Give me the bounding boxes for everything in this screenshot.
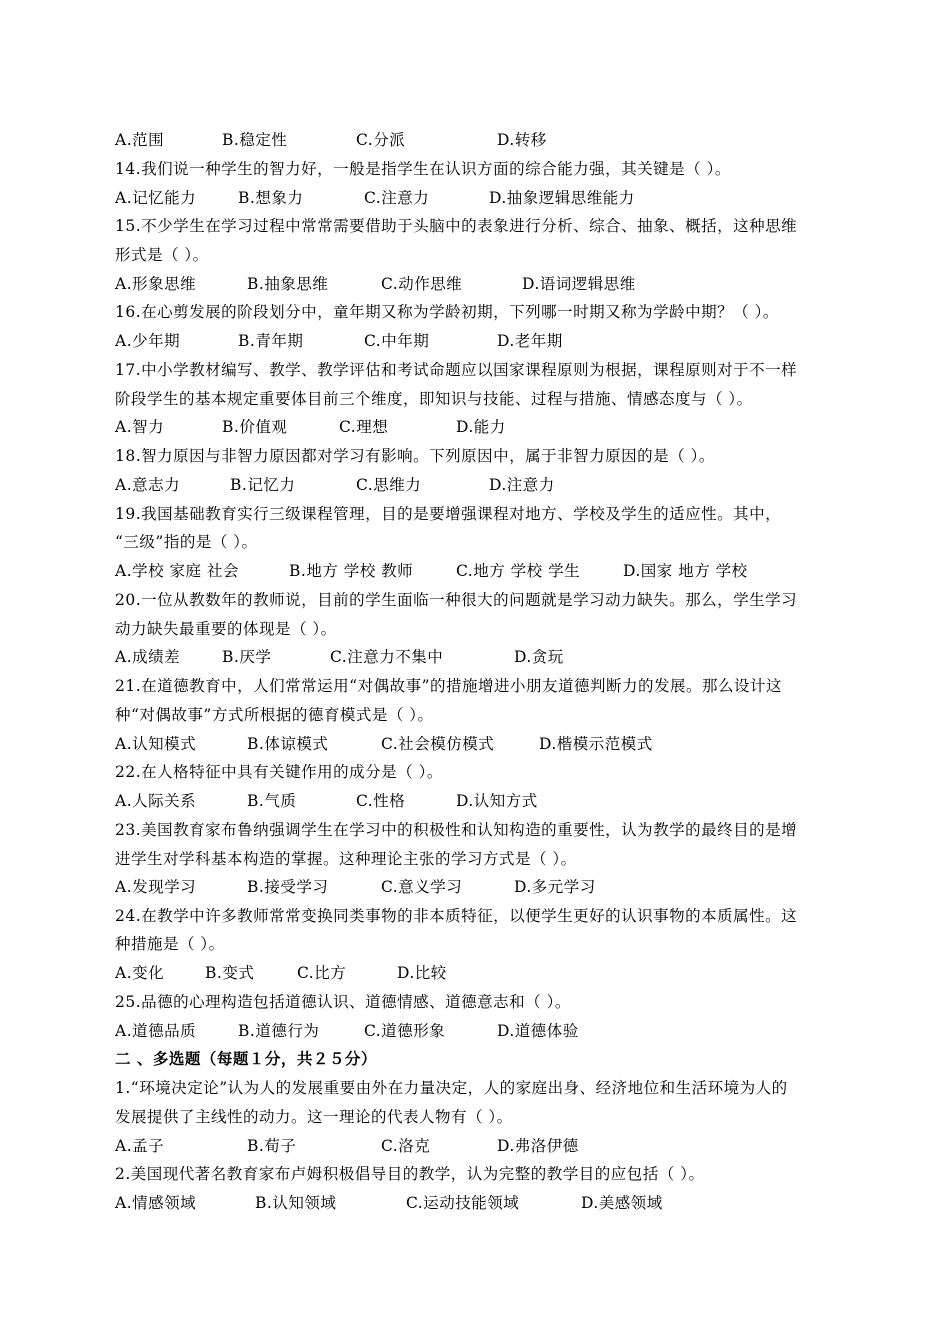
option-b: B.接受学习 <box>247 878 329 896</box>
option-a: A.成绩差 <box>115 648 181 666</box>
option-a: A.智力 <box>115 418 165 436</box>
question-text: 19.我国基础教育实行三级课程管理，目的是要增强课程对地方、学校及学生的适应性。其中， <box>115 505 782 523</box>
option-a: A.少年期 <box>115 332 181 350</box>
option-d: D.国家 地方 学校 <box>623 562 748 580</box>
section-heading: 二 、多选题（每题１分，共２５分） <box>115 1050 377 1068</box>
option-d: D.能力 <box>456 418 506 436</box>
option-a: A.认知模式 <box>115 735 197 753</box>
question-text: 25.品德的心理构造包括道德认识、道德情感、道德意志和（ ）。 <box>115 993 571 1011</box>
option-a: A.人际关系 <box>115 792 197 810</box>
option-c: C.注意力 <box>364 189 430 207</box>
question-text: 24.在教学中许多教师常常变换同类事物的非本质特征，以便学生更好的认识事物的本质属性。这 <box>115 907 798 925</box>
option-c: C.分派 <box>356 131 406 149</box>
option-d: D.抽象逻辑思维能力 <box>489 189 635 207</box>
question-text: 23.美国教育家布鲁纳强调学生在学习中的积极性和认知构造的重要性，认为教学的最终目的是增 <box>115 821 798 839</box>
option-a: A.记忆能力 <box>115 189 197 207</box>
question-text: 动力缺失最重要的体现是（ ）。 <box>115 620 337 638</box>
option-c: C.运动技能领域 <box>406 1194 520 1212</box>
option-c: C.理想 <box>339 418 389 436</box>
option-d: D.注意力 <box>489 476 555 494</box>
option-b: B.道德行为 <box>238 1022 320 1040</box>
option-a: A.孟子 <box>115 1137 165 1155</box>
option-b: B.价值观 <box>222 418 288 436</box>
question-text: 15.不少学生在学习过程中常常需要借助于头脑中的表象进行分析、综合、抽象、概括，这种思维 <box>115 217 798 235</box>
question-text: “三级”指的是（ ）。 <box>115 533 258 551</box>
question-text: 22.在人格特征中具有关键作用的成分是（ ）。 <box>115 763 443 781</box>
option-a: A.形象思维 <box>115 275 197 293</box>
question-text: 1.“环境决定论”认为人的发展重要由外在力量决定，人的家庭出身、经济地位和生活环境为人的 <box>115 1079 788 1097</box>
option-c: C.社会模仿模式 <box>381 735 495 753</box>
option-a: A.情感领域 <box>115 1194 197 1212</box>
option-b: B.厌学 <box>222 648 272 666</box>
option-c: C.思维力 <box>356 476 422 494</box>
question-text: 种措施是（ ）。 <box>115 935 225 953</box>
question-text: 18.智力原因与非智力原因都对学习有影响。下列原因中，属于非智力原因的是（ ）。 <box>115 447 715 465</box>
option-d: D.美感领域 <box>581 1194 663 1212</box>
option-c: C.洛克 <box>381 1137 431 1155</box>
option-b: B.记忆力 <box>230 476 296 494</box>
question-text: 21.在道德教育中，人们常常运用“对偶故事”的措施增进小朋友道德判断力的发展。那么设计这 <box>115 677 783 695</box>
option-d: D.老年期 <box>497 332 563 350</box>
option-b: B.地方 学校 教师 <box>289 562 414 580</box>
option-a: A.变化 <box>115 964 165 982</box>
question-text: 14.我们说一种学生的智力好，一般是指学生在认识方面的综合能力强，其关键是（ ）。 <box>115 160 731 178</box>
question-text: 17.中小学教材编写、教学、教学评估和考试命题应以国家课程原则为根据，课程原则对于不一样 <box>115 361 798 379</box>
option-c: C.注意力不集中 <box>330 648 444 666</box>
option-b: B.抽象思维 <box>247 275 329 293</box>
question-text: 种“对偶故事”方式所根据的德育模式是（ ）。 <box>115 706 434 724</box>
option-d: D.贪玩 <box>514 648 564 666</box>
option-b: B.想象力 <box>238 189 304 207</box>
option-a: A.学校 家庭 社会 <box>115 562 239 580</box>
question-text: 阶段学生的基本规定重要体目前三个维度，即知识与技能、过程与措施、情感态度与（ ）。 <box>115 390 753 408</box>
option-b: B.气质 <box>247 792 297 810</box>
question-text: 进学生对学科基本构造的掌握。这种理论主张的学习方式是（ ）。 <box>115 850 577 868</box>
option-b: B.稳定性 <box>222 131 288 149</box>
question-text: 2.美国现代著名教育家布卢姆积极倡导目的教学，认为完整的教学目的应包括（ ）。 <box>115 1165 705 1183</box>
option-d: D.认知方式 <box>456 792 538 810</box>
option-b: B.变式 <box>205 964 255 982</box>
option-c: C.动作思维 <box>381 275 463 293</box>
option-b: B.青年期 <box>238 332 304 350</box>
option-c: C.比方 <box>297 964 347 982</box>
question-text: 形式是（ ）。 <box>115 246 209 264</box>
option-c: C.道德形象 <box>364 1022 446 1040</box>
option-d: D.比较 <box>397 964 447 982</box>
option-b: B.体谅模式 <box>247 735 329 753</box>
question-text: 16.在心剪发展的阶段划分中，童年期又称为学龄初期，下列哪一时期又称为学龄中期？（ ）。 <box>115 303 779 321</box>
option-d: D.道德体验 <box>497 1022 579 1040</box>
option-a: A.范围 <box>115 131 165 149</box>
option-c: C.地方 学校 学生 <box>456 562 581 580</box>
option-a: A.道德品质 <box>115 1022 197 1040</box>
option-d: D.多元学习 <box>514 878 596 896</box>
option-a: A.发现学习 <box>115 878 197 896</box>
question-text: 20.一位从教数年的教师说，目前的学生面临一种很大的问题就是学习动力缺失。那么，学生学习 <box>115 591 798 609</box>
option-b: B.荀子 <box>247 1137 297 1155</box>
option-d: D.语词逻辑思维 <box>522 275 636 293</box>
option-d: D.转移 <box>497 131 547 149</box>
option-d: D.楷模示范模式 <box>539 735 653 753</box>
option-d: D.弗洛伊德 <box>497 1137 579 1155</box>
option-c: C.性格 <box>356 792 406 810</box>
option-a: A.意志力 <box>115 476 181 494</box>
question-text: 发展提供了主线性的动力。这一理论的代表人物有（ ）。 <box>115 1108 513 1126</box>
option-b: B.认知领域 <box>255 1194 337 1212</box>
option-c: C.意义学习 <box>381 878 463 896</box>
option-c: C.中年期 <box>364 332 430 350</box>
